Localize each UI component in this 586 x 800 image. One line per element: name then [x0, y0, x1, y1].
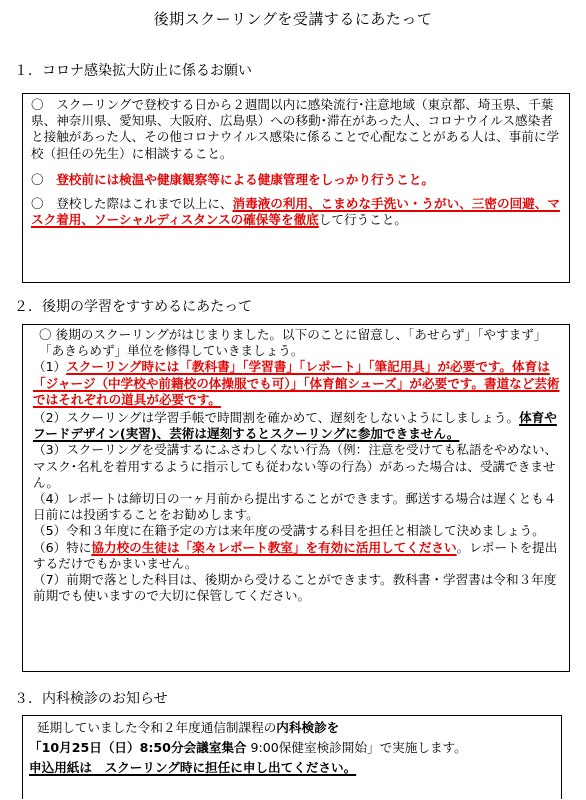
- item-text: 。レポートを提出するだけでもかまいません。: [33, 539, 558, 571]
- checkup-tail: 」で実施します。: [366, 740, 467, 756]
- checkup-label: 内科検診を: [276, 720, 340, 735]
- section1-paragraph-1: 〇 スクーリングで登校する日から２週間以内に感染流行･注意地域（東京都、埼玉県、千葉県、神奈川県、愛知県、大阪府、広島県）への移動･滞在があった人、コロナウイルス感染者と接触があった人、その他コロナウイルス感染に係ることで心配なことがある人は、事前に学校（担任の先生）に相談すること。: [31, 97, 560, 161]
- infection-measures-notice: 消毒液の利用、こまめな手洗い・うがい、三密の回避、マスク着用、ソーシャルディスタンスの確保等を徹底: [31, 196, 560, 228]
- item-number: （6）: [33, 539, 67, 555]
- list-item-1: [33, 359, 563, 408]
- section2-intro: 〇 後期のスクーリングがはじまりました。以下のことに留意し、「あせらず」「やすまず」「あきらめず」単位を修得していきましょう。: [39, 327, 547, 359]
- section1-box: [22, 93, 570, 283]
- item-text: 令和３年度に在籍予定の方は来年度の受講する科目を担任と相談して決めましょう。: [66, 523, 545, 539]
- page-title: 後期スクーリングを受講するにあたって: [153, 10, 433, 28]
- bullet-mark: 〇: [31, 171, 57, 187]
- application-notice: 申込用紙は スクーリング時に担任に申し出てください。: [29, 760, 357, 776]
- section1-heading: １．コロナ感染拡大防止に係るお願い: [14, 63, 252, 79]
- item-text: スクーリングは学習手帳で時間割を確かめて、遅刻をしないようにしましょう。: [66, 410, 520, 426]
- checkup-line-1: [37, 720, 555, 736]
- p3-lead: 〇 登校した際はこれまで以上に、: [31, 196, 233, 212]
- section1-paragraph-2: [31, 172, 563, 188]
- item-number: （1）: [33, 359, 67, 375]
- item-number: （2）: [33, 410, 67, 426]
- section3-heading: ３．内科検診のお知らせ: [14, 691, 168, 707]
- item-number: （5）: [33, 523, 67, 539]
- list-item-4: [33, 491, 563, 523]
- section3-box: [22, 715, 562, 799]
- section2-heading: ２．後期の学習をすすめるにあたって: [14, 299, 253, 315]
- section2-box: [22, 324, 570, 672]
- checkup-line-2: [29, 740, 555, 756]
- item-text: スクーリングを受講するにふさわしくない行為（例：注意を受けても私語をやめない、マスク･名札を着用するように指示しても従わない等の行為）があった場合は、受講できません。: [33, 442, 558, 490]
- p3-tail: して行うこと。: [318, 212, 407, 228]
- item-number: （3）: [33, 442, 67, 458]
- list-item-6: [33, 540, 563, 572]
- checkup-start: 9:00保健室検診開始: [250, 740, 367, 756]
- section1-paragraph-3: [31, 196, 563, 228]
- item-number: （4）: [33, 491, 67, 507]
- item-text: レポートは締切日の一ヶ月前から提出することができます。郵送する場合は遅くとも４日前には投函することをお勧めします。: [33, 491, 557, 523]
- required-items-notice: スクーリング時には「教科書」「学習書」「レポート」「筆記用具」が必要です。体育は「ジャージ（中学校や前籍校の体操服でも可）」「体育館シューズ」が必要です。書道など芸術ではそれぞれの道具が必要です。: [33, 359, 560, 407]
- item-text: 前期で落とした科目は、後期から受けることができます。教科書・学習書は令和３年度前期でも使いますので大切に保管してください。: [33, 572, 557, 604]
- list-item-2: [33, 410, 563, 442]
- list-item-3: [33, 442, 563, 491]
- list-item-5: [33, 523, 563, 539]
- item-number: （7）: [33, 572, 67, 588]
- checkup-date: 「10月25日（日）8:50分会議室集合: [29, 740, 247, 756]
- list-item-7: [33, 572, 563, 604]
- report-class-notice: 協力校の生徒は「楽々レポート教室」を有効に活用してください: [91, 539, 457, 555]
- late-warning: 体育やフードデザイン(実習)、芸術は遅刻するとスクーリングに参加できません。: [33, 410, 557, 442]
- item-text: 特に: [66, 539, 92, 555]
- health-check-notice: 登校前には検温や健康観察等による健康管理をしっかり行うこと。: [56, 171, 434, 187]
- checkup-lead: 延期していました令和２年度通信制課程の: [37, 720, 277, 735]
